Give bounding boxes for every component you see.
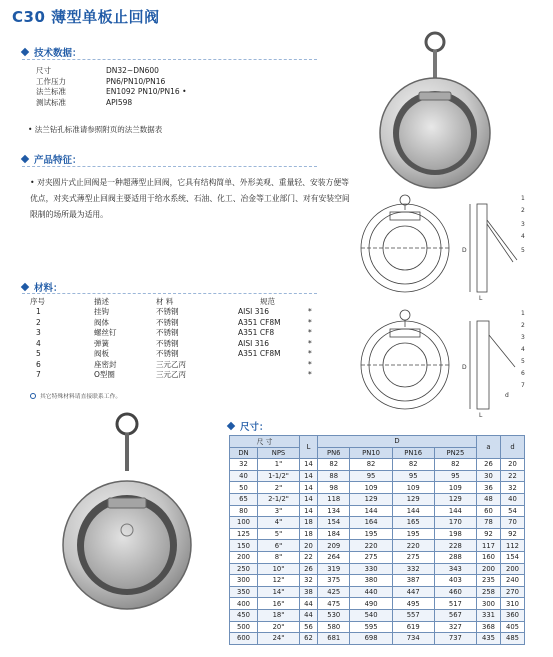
table-cell: 600 <box>230 633 258 645</box>
table-cell: 184 <box>318 528 350 540</box>
table-cell: 129 <box>350 493 392 505</box>
table-cell: 18 <box>300 528 318 540</box>
table-cell: 117 <box>477 540 501 552</box>
table-cell: 144 <box>434 505 476 517</box>
table-cell: 95 <box>392 470 434 482</box>
table-cell: 220 <box>392 540 434 552</box>
drawing-bottom <box>345 305 545 417</box>
table-row <box>230 609 525 621</box>
table-cell: 734 <box>392 633 434 645</box>
table-cell: 165 <box>392 517 434 529</box>
table-cell: 92 <box>477 528 501 540</box>
table-cell: 5" <box>258 528 300 540</box>
table-cell: 95 <box>350 470 392 482</box>
table-row <box>230 528 525 540</box>
table-row <box>230 482 525 494</box>
table-row <box>230 563 525 575</box>
table-cell: 209 <box>318 540 350 552</box>
table-cell: 275 <box>350 551 392 563</box>
table-cell: 235 <box>477 575 501 587</box>
callout-1: 1 <box>521 195 525 202</box>
table-cell: 258 <box>477 586 501 598</box>
table-cell: 40 <box>230 470 258 482</box>
callout-5: 5 <box>521 247 525 254</box>
table-cell: 92 <box>501 528 525 540</box>
table-row <box>230 505 525 517</box>
table-cell: 30 <box>477 470 501 482</box>
tech-heading <box>22 45 82 59</box>
hook-ring <box>426 33 444 51</box>
table-cell: 331 <box>477 609 501 621</box>
table-cell: 95 <box>434 470 476 482</box>
table-cell: 228 <box>434 540 476 552</box>
table-cell: 2-1/2" <box>258 493 300 505</box>
table-cell: 4" <box>258 517 300 529</box>
valve-disc <box>399 98 471 170</box>
table-cell: 264 <box>318 551 350 563</box>
table-cell: 54 <box>501 505 525 517</box>
table-cell: 195 <box>350 528 392 540</box>
dim-D: D <box>462 364 467 371</box>
table-cell: 82 <box>350 459 392 471</box>
callout-5: 5 <box>521 358 525 365</box>
table-cell: 435 <box>477 633 501 645</box>
table-cell: 6" <box>258 540 300 552</box>
table-cell: 360 <box>501 609 525 621</box>
table-cell: 332 <box>392 563 434 575</box>
spec-row: 尺寸 DN32~DN600 <box>36 66 159 75</box>
table-cell: 125 <box>230 528 258 540</box>
table-row <box>230 517 525 529</box>
valve-photo-bottom <box>62 410 197 640</box>
table-cell: 14 <box>300 482 318 494</box>
table-cell: 447 <box>392 586 434 598</box>
table-cell: 14 <box>300 470 318 482</box>
table-cell: 100 <box>230 517 258 529</box>
diamond-icon <box>227 422 235 430</box>
table-cell: 48 <box>477 493 501 505</box>
table-cell: 170 <box>434 517 476 529</box>
table-cell: 70 <box>501 517 525 529</box>
spec-row: 测试标准 API598 <box>36 97 133 107</box>
table-cell: 65 <box>230 493 258 505</box>
table-cell: 1-1/2" <box>258 470 300 482</box>
table-cell: 200 <box>477 563 501 575</box>
table-cell: 78 <box>477 517 501 529</box>
table-cell: 26 <box>477 459 501 471</box>
features-heading-label: 产品特征： <box>34 155 82 166</box>
diamond-icon <box>21 48 29 56</box>
table-cell: 425 <box>318 586 350 598</box>
col-d: d <box>501 436 525 459</box>
table-cell: 403 <box>434 575 476 587</box>
table-cell: 82 <box>434 459 476 471</box>
table-cell: 24" <box>258 633 300 645</box>
table-row <box>230 540 525 552</box>
table-cell: 22 <box>300 551 318 563</box>
table-cell: 22 <box>501 470 525 482</box>
features-heading <box>22 152 82 166</box>
callout-4: 4 <box>521 346 525 353</box>
table-cell: 330 <box>350 563 392 575</box>
dimensions-table <box>229 435 525 645</box>
col-D: D <box>318 436 477 448</box>
dim-L: L <box>479 295 483 300</box>
material-row: 4 弹簧 不锈钢 AISI 316 * <box>36 338 312 348</box>
table-cell: 500 <box>230 621 258 633</box>
table-cell: 737 <box>434 633 476 645</box>
callout-4: 4 <box>521 233 525 240</box>
table-cell: 200 <box>230 551 258 563</box>
drawing-top <box>345 190 545 300</box>
table-cell: 530 <box>318 609 350 621</box>
table-cell: 540 <box>350 609 392 621</box>
table-cell: 14 <box>300 459 318 471</box>
table-cell: 160 <box>477 551 501 563</box>
table-cell: 109 <box>350 482 392 494</box>
table-cell: 440 <box>350 586 392 598</box>
materials-heading-label: 材料： <box>34 283 63 294</box>
table-cell: 485 <box>501 633 525 645</box>
materials-heading <box>22 280 63 294</box>
table-cell: 20 <box>300 540 318 552</box>
table-cell: 490 <box>350 598 392 610</box>
valve-disc <box>84 503 170 589</box>
table-cell: 154 <box>318 517 350 529</box>
table-cell: 98 <box>318 482 350 494</box>
table-row <box>230 575 525 587</box>
table-cell: 495 <box>392 598 434 610</box>
table-cell: 88 <box>318 470 350 482</box>
table-cell: 14 <box>300 493 318 505</box>
table-cell: 343 <box>434 563 476 575</box>
table-cell: 698 <box>350 633 392 645</box>
tech-heading-label: 技术数据： <box>34 48 82 59</box>
table-cell: 198 <box>434 528 476 540</box>
table-row <box>230 493 525 505</box>
table-cell: 26 <box>300 563 318 575</box>
valve-hinge <box>108 498 146 508</box>
diamond-icon <box>21 283 29 291</box>
table-cell: 50 <box>230 482 258 494</box>
table-cell: 350 <box>230 586 258 598</box>
valve-photo-top <box>375 28 500 193</box>
material-row: 3 螺丝钉 不锈钢 A351 CF8 * <box>36 328 312 337</box>
table-cell: 20" <box>258 621 300 633</box>
callout-3: 3 <box>521 334 525 341</box>
material-row: 7 O型圈 三元乙丙 * <box>36 370 312 379</box>
table-cell: 375 <box>318 575 350 587</box>
table-cell: 1" <box>258 459 300 471</box>
table-cell: 567 <box>434 609 476 621</box>
callout-2: 2 <box>521 207 525 214</box>
table-cell: 109 <box>434 482 476 494</box>
materials-header-row: 序号 描述 材 料 规范 <box>30 297 275 306</box>
features-divider <box>22 166 317 167</box>
table-row <box>230 459 525 471</box>
table-cell: 32 <box>230 459 258 471</box>
table-cell: 195 <box>392 528 434 540</box>
table-cell: 681 <box>318 633 350 645</box>
table-cell: 2" <box>258 482 300 494</box>
table-cell: 220 <box>350 540 392 552</box>
table-cell: 250 <box>230 563 258 575</box>
table-cell: 300 <box>230 575 258 587</box>
valve-hinge <box>419 92 451 100</box>
table-cell: 580 <box>318 621 350 633</box>
material-row: 5 阀板 不锈钢 A351 CF8M * <box>36 349 312 358</box>
col-L: L <box>300 436 318 459</box>
table-cell: 460 <box>434 586 476 598</box>
table-cell: 310 <box>501 598 525 610</box>
table-cell: 14" <box>258 586 300 598</box>
table-cell: 475 <box>318 598 350 610</box>
dimensions-heading-label: 尺寸： <box>240 422 269 433</box>
table-header-row <box>230 436 525 448</box>
dimensions-heading <box>228 419 269 433</box>
table-row <box>230 598 525 610</box>
table-cell: 8" <box>258 551 300 563</box>
table-cell: 112 <box>501 540 525 552</box>
table-cell: 129 <box>392 493 434 505</box>
table-cell: 595 <box>350 621 392 633</box>
material-row: 1 挂钩 不锈钢 AISI 316 * <box>36 307 312 316</box>
callout-6: 6 <box>521 370 525 377</box>
table-cell: 319 <box>318 563 350 575</box>
table-cell: 32 <box>300 575 318 587</box>
table-cell: 129 <box>434 493 476 505</box>
material-row: 2 阀体 不锈钢 A351 CF8M * <box>36 317 312 327</box>
table-cell: 200 <box>501 563 525 575</box>
table-cell: 38 <box>300 586 318 598</box>
materials-footnote: 其它特殊材料请直接联系工作。 <box>30 391 121 400</box>
table-cell: 36 <box>477 482 501 494</box>
callout-1: 1 <box>521 310 525 317</box>
table-cell: 60 <box>477 505 501 517</box>
callout-7: 7 <box>521 382 525 389</box>
table-row <box>230 633 525 645</box>
table-cell: 40 <box>501 493 525 505</box>
table-cell: 18" <box>258 609 300 621</box>
table-cell: 56 <box>300 621 318 633</box>
table-cell: 270 <box>501 586 525 598</box>
dim-L: L <box>479 412 483 417</box>
table-cell: 109 <box>392 482 434 494</box>
hook-stem <box>125 433 129 471</box>
table-cell: 144 <box>392 505 434 517</box>
table-cell: 32 <box>501 482 525 494</box>
tech-spec-list <box>36 66 246 108</box>
table-cell: 405 <box>501 621 525 633</box>
table-cell: 154 <box>501 551 525 563</box>
hook-ring <box>117 414 137 434</box>
page-title: C30 薄型单板止回阀 <box>12 8 160 26</box>
table-cell: 517 <box>434 598 476 610</box>
table-cell: 118 <box>318 493 350 505</box>
table-cell: 327 <box>434 621 476 633</box>
col-a: a <box>477 436 501 459</box>
table-cell: 144 <box>350 505 392 517</box>
table-cell: 387 <box>392 575 434 587</box>
circle-icon <box>30 393 36 399</box>
table-cell: 12" <box>258 575 300 587</box>
flange-note: • 法兰钻孔标准请参照附页的法兰数据表 <box>28 125 163 134</box>
table-cell: 275 <box>392 551 434 563</box>
table-cell: 3" <box>258 505 300 517</box>
table-subheader-row: DN NPS PN6 PN10 PN16 PN25 <box>230 447 525 459</box>
table-row <box>230 586 525 598</box>
table-cell: 134 <box>318 505 350 517</box>
table-row <box>230 621 525 633</box>
col-size: 尺 寸 <box>230 436 300 448</box>
table-cell: 240 <box>501 575 525 587</box>
table-cell: 400 <box>230 598 258 610</box>
table-cell: 44 <box>300 598 318 610</box>
materials-divider <box>22 293 317 294</box>
table-cell: 18 <box>300 517 318 529</box>
table-cell: 557 <box>392 609 434 621</box>
table-cell: 150 <box>230 540 258 552</box>
table-row <box>230 551 525 563</box>
material-row: 6 座密封 三元乙丙 * <box>36 359 312 369</box>
table-cell: 300 <box>477 598 501 610</box>
spec-row: 法兰标准 EN1092 PN10/PN16 • <box>36 87 187 96</box>
table-cell: 62 <box>300 633 318 645</box>
materials-table <box>30 296 328 381</box>
table-cell: 82 <box>318 459 350 471</box>
table-cell: 288 <box>434 551 476 563</box>
table-cell: 44 <box>300 609 318 621</box>
table-row <box>230 470 525 482</box>
hook-stem <box>433 50 437 80</box>
spec-row: 工作压力 PN6/PN10/PN16 <box>36 76 166 86</box>
table-cell: 14 <box>300 505 318 517</box>
tech-divider <box>22 59 317 60</box>
diamond-icon <box>21 155 29 163</box>
table-cell: 20 <box>501 459 525 471</box>
table-cell: 164 <box>350 517 392 529</box>
table-cell: 619 <box>392 621 434 633</box>
dim-D: D <box>462 247 467 254</box>
features-text: • 对夹圆片式止回阀是一种超薄型止回阀，它具有结构简单、外形美观、重量轻、安装方便等优点，对夹式薄型止回阀主要适用于给水系统、石油、化工、冶金等工业部门、对有安装空间限制的场所最为适用。 <box>30 178 350 219</box>
table-cell: 80 <box>230 505 258 517</box>
table-cell: 82 <box>392 459 434 471</box>
table-cell: 368 <box>477 621 501 633</box>
table-cell: 16" <box>258 598 300 610</box>
table-cell: 450 <box>230 609 258 621</box>
dim-d: d <box>505 392 509 399</box>
table-cell: 10" <box>258 563 300 575</box>
table-cell: 380 <box>350 575 392 587</box>
callout-2: 2 <box>521 322 525 329</box>
callout-3: 3 <box>521 221 525 228</box>
